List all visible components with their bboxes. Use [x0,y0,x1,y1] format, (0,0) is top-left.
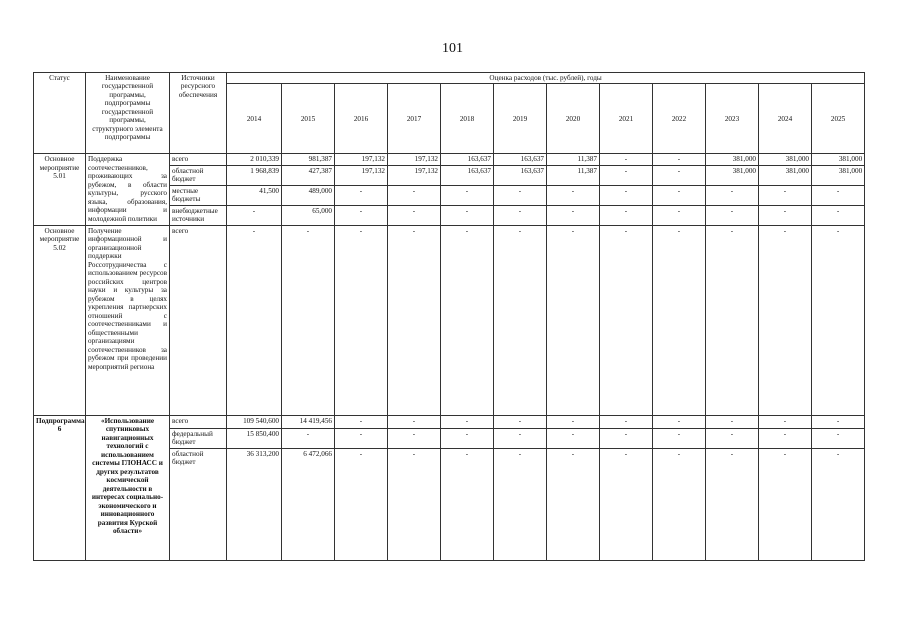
header-year: 2019 [494,84,547,154]
header-estimate: Оценка расходов (тыс. рублей), годы [227,73,865,84]
row-source: внебюджетные источники [170,205,227,225]
row-source: федеральный бюджет [170,428,227,448]
row-status: Подпрограмма 6 [34,415,86,560]
row-source: всего [170,154,227,165]
value-cell: - [812,225,865,415]
value-cell: 1 968,839 [227,165,282,185]
value-cell: - [653,165,706,185]
value-cell: - [706,185,759,205]
value-cell: - [335,205,388,225]
value-cell: 11,387 [547,154,600,165]
value-cell: - [547,448,600,560]
value-cell: 163,637 [494,165,547,185]
value-cell: 14 419,456 [282,415,335,428]
value-cell: - [494,225,547,415]
value-cell: 381,000 [812,165,865,185]
header-year: 2016 [335,84,388,154]
value-cell: 981,387 [282,154,335,165]
header-year: 2015 [282,84,335,154]
expense-table [33,72,865,561]
value-cell: 197,132 [335,154,388,165]
row-name: Получение информационной и организационной поддержки Россотрудничества с использованием ресурсов российских центров науки и культуры за рубежом в целях укрепления партнерских отношений с соотечественниками и общественными организациями соотечественников за рубежом при проведении мероприятий региона [86,225,170,415]
value-cell: - [812,185,865,205]
value-cell: - [600,415,653,428]
header-year: 2025 [812,84,865,154]
row-status: Основное мероприятие 5.02 [34,225,86,415]
value-cell: - [600,165,653,185]
value-cell: - [600,154,653,165]
value-cell: - [600,205,653,225]
value-cell: - [600,185,653,205]
row-name: Поддержка соотечественников, проживающих за рубежом, в области культуры, русского языка, образования, информации и молодежной политики [86,154,170,225]
value-cell: - [706,415,759,428]
value-cell: 381,000 [706,165,759,185]
table-row [34,225,865,415]
value-cell: - [335,225,388,415]
header-source: Источники ресурсного обеспечения [170,73,227,154]
value-cell: - [441,185,494,205]
row-source: всего [170,415,227,428]
value-cell: 15 850,400 [227,428,282,448]
value-cell: - [335,415,388,428]
value-cell: 381,000 [759,154,812,165]
value-cell: - [494,185,547,205]
value-cell: - [335,428,388,448]
value-cell: - [494,428,547,448]
value-cell: - [441,205,494,225]
value-cell: - [335,185,388,205]
value-cell: - [653,448,706,560]
value-cell: - [335,448,388,560]
value-cell: 163,637 [494,154,547,165]
value-cell: - [547,225,600,415]
value-cell: 163,637 [441,154,494,165]
value-cell: - [227,225,282,415]
value-cell: 489,000 [282,185,335,205]
page-number: 101 [442,41,463,56]
value-cell: 41,500 [227,185,282,205]
value-cell: - [759,185,812,205]
value-cell: - [653,428,706,448]
header-year: 2020 [547,84,600,154]
header-year: 2024 [759,84,812,154]
table-row [34,415,865,428]
header-year: 2023 [706,84,759,154]
value-cell: - [759,448,812,560]
value-cell: - [547,205,600,225]
header-year: 2021 [600,84,653,154]
table-row [34,154,865,165]
value-cell: - [227,205,282,225]
value-cell: - [388,428,441,448]
value-cell: 11,387 [547,165,600,185]
value-cell: 381,000 [706,154,759,165]
value-cell: - [706,205,759,225]
value-cell: - [812,205,865,225]
value-cell: - [388,205,441,225]
value-cell: - [812,428,865,448]
value-cell: - [759,428,812,448]
header-year: 2022 [653,84,706,154]
value-cell: - [547,415,600,428]
value-cell: - [441,428,494,448]
value-cell: - [706,225,759,415]
value-cell: 36 313,200 [227,448,282,560]
row-source: областной бюджет [170,165,227,185]
value-cell: - [388,415,441,428]
row-source: областной бюджет [170,448,227,560]
value-cell: 427,387 [282,165,335,185]
value-cell: - [706,448,759,560]
value-cell: - [653,154,706,165]
value-cell: - [282,428,335,448]
header-year: 2014 [227,84,282,154]
value-cell: - [600,428,653,448]
value-cell: 163,637 [441,165,494,185]
row-name: «Использование спутниковых навигационных технологий с использованием системы ГЛОНАСС и других результатов космической деятельности в интересах социально-экономического и инновационного развития Курской области» [86,415,170,560]
value-cell: 197,132 [388,154,441,165]
value-cell: - [759,225,812,415]
value-cell: 197,132 [388,165,441,185]
value-cell: - [494,448,547,560]
value-cell: - [759,415,812,428]
row-status: Основное мероприятие 5.01 [34,154,86,225]
value-cell: - [494,205,547,225]
value-cell: - [388,185,441,205]
value-cell: - [759,205,812,225]
header-status: Статус [34,73,86,154]
value-cell: 381,000 [812,154,865,165]
value-cell: - [600,448,653,560]
header-year: 2017 [388,84,441,154]
value-cell: - [812,448,865,560]
value-cell: - [388,225,441,415]
value-cell: 2 010,339 [227,154,282,165]
value-cell: - [282,225,335,415]
value-cell: - [653,225,706,415]
value-cell: - [547,428,600,448]
value-cell: - [706,428,759,448]
value-cell: - [494,415,547,428]
value-cell: - [441,448,494,560]
value-cell: - [600,225,653,415]
value-cell: 6 472,066 [282,448,335,560]
row-source: местные бюджеты [170,185,227,205]
value-cell: 381,000 [759,165,812,185]
value-cell: - [441,225,494,415]
value-cell: - [653,205,706,225]
header-name: Наименование государственной программы, подпрограммы государственной программы, структурного элемента подпрограммы [86,73,170,154]
value-cell: - [388,448,441,560]
header-year: 2018 [441,84,494,154]
value-cell: - [547,185,600,205]
value-cell: - [653,185,706,205]
value-cell: 109 540,600 [227,415,282,428]
value-cell: - [441,415,494,428]
value-cell: 197,132 [335,165,388,185]
value-cell: 65,000 [282,205,335,225]
value-cell: - [812,415,865,428]
value-cell: - [653,415,706,428]
row-source: всего [170,225,227,415]
